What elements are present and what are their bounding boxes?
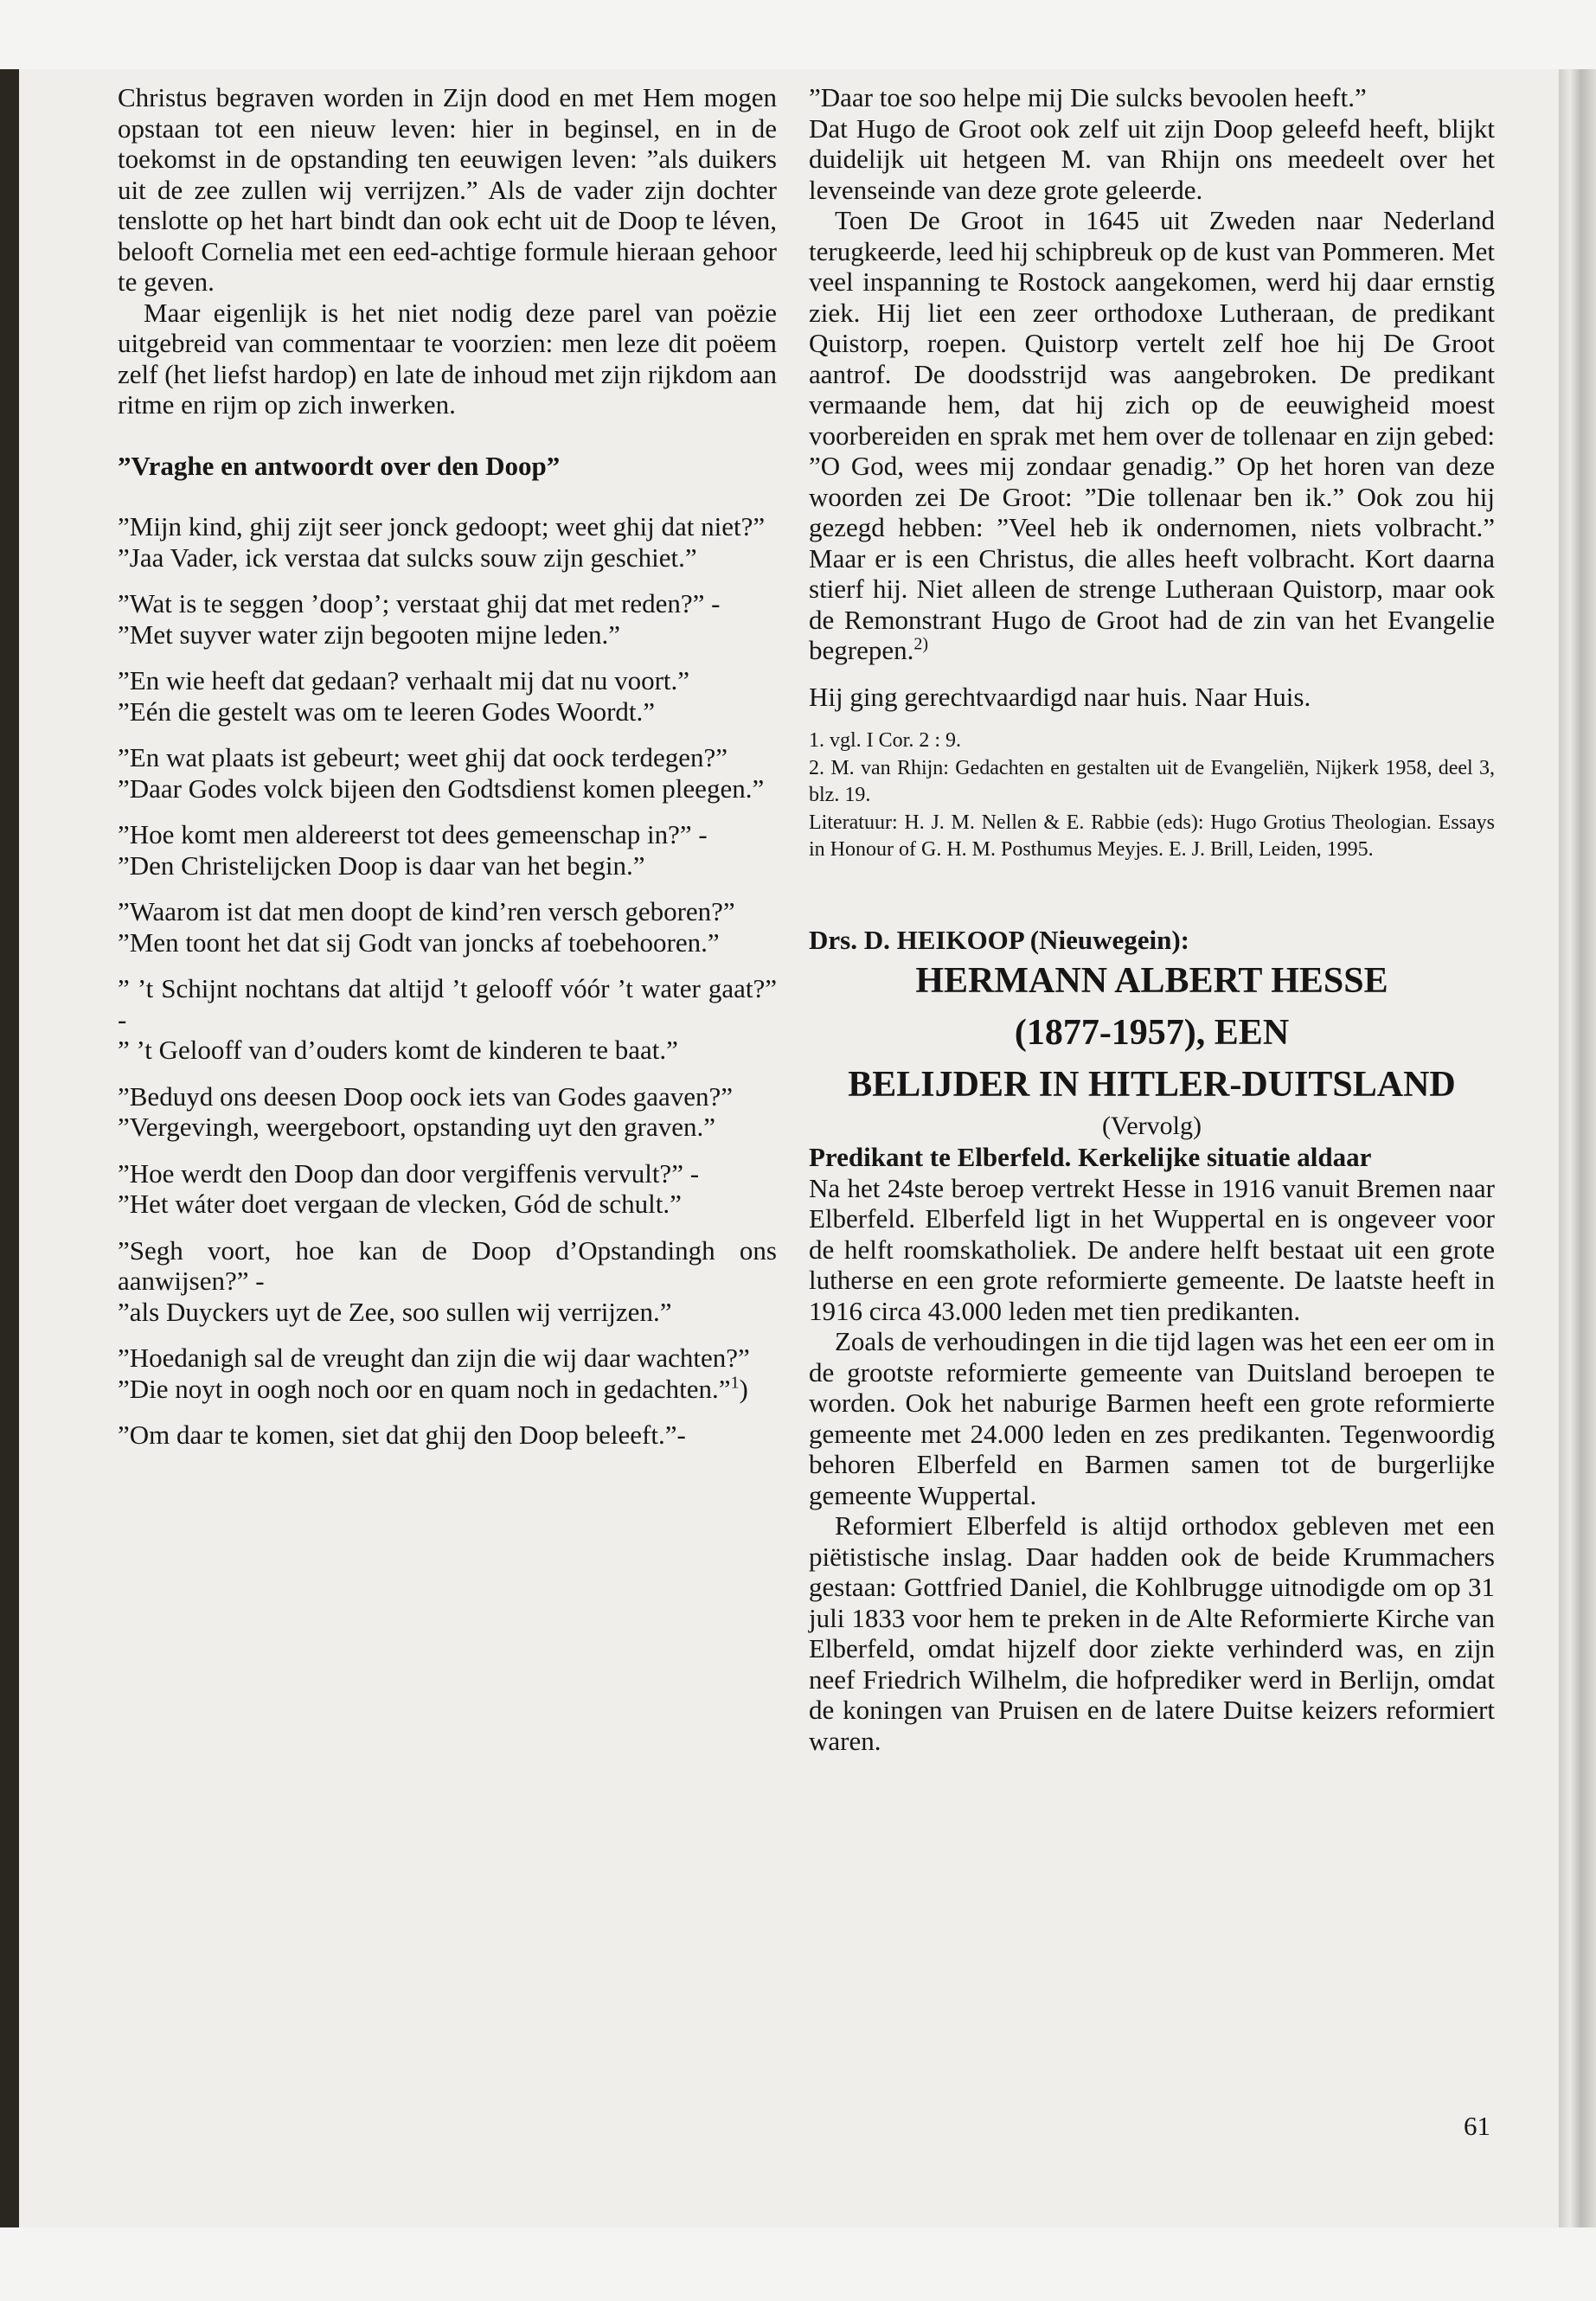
footnote: 2. M. van Rhijn: Gedachten en gestalten uit de Evangeliën, Nijkerk 1958, deel 3, blz. 19. (809, 756, 1495, 806)
footnote: Literatuur: H. J. M. Nellen & E. Rabbie (eds): Hugo Grotius Theologian. Essays in Honour of G. H. M. Posthumus Meyjes. E. J. Brill, Leiden, 1995. (809, 811, 1495, 861)
body-paragraph (809, 205, 1495, 666)
section-heading: Predikant te Elberfeld. Kerkelijke situatie aldaar (809, 1142, 1372, 1172)
body-paragraph: Na het 24ste beroep vertrekt Hesse in 1916 vanuit Bremen naar Elberfeld. Elberfeld ligt in het Wuppertal en is ongeveer voor de helft roomskatholiek. De andere helft bestaat uit een grote lutherse en een grote reformierte gemeente. De laatste heeft in 1916 circa 43.000 leden met tien predikanten. (809, 1172, 1495, 1326)
page-edge (1559, 69, 1596, 2227)
intro-paragraph: Maar eigenlijk is het niet nodig deze parel van poëzie uitgebreid van commentaar te voorzien: men leze dit poëem zelf (het liefst hardop) en late de inhoud met zijn rijkdom aan ritme en rijm op zich inwerken. (118, 297, 777, 420)
poem-line: ”als Duyckers uyt de Zee, soo sullen wij verrijzen.” (118, 1296, 672, 1327)
body-paragraph: Dat Hugo de Groot ook zelf uit zijn Doop geleefd heeft, blijkt duidelijk uit hetgeen M. van Rhijn ons meedeelt over het levenseinde van deze grote geleerde. (809, 112, 1495, 205)
poem-line: ”Waarom ist dat men doopt de kind’ren versch geboren?” (118, 896, 735, 926)
closing-line: Hij ging gerechtvaardigd naar huis. Naar Huis. (809, 681, 1311, 712)
right-column (809, 82, 1495, 1756)
poem-line: ”Eén die gestelt was om te leeren Godes Woordt.” (118, 695, 656, 727)
poem-stanza (118, 819, 777, 881)
poem-line: ”En wie heeft dat gedaan? verhaalt mij dat nu voort.” (118, 665, 690, 695)
poem-line: ”Die noyt in oogh noch oor en quam noch in gedachten.”$^1$) (118, 1373, 748, 1404)
intro-paragraph: Christus begraven worden in Zijn dood en met Hem mogen opstaan tot een nieuw leven: hier in beginsel, en in de toekomst in de opstanding ten eeuwigen leven: ”als duikers uit de zee zullen wij verrijzen.” Als de vader zijn dochter tenslotte op het hart bindt dan ook echt uit de Doop te léven, belooft Cornelia met een eed-achtige formule hieraan gehoor te geven. (118, 82, 777, 297)
poem-stanza (118, 665, 777, 727)
poem-stanza (118, 588, 777, 650)
page-number: 61 (1464, 2111, 1490, 2141)
article-title-line: HERMANN ALBERT HESSE (915, 961, 1388, 1001)
poem-line: ”Het wáter doet vergaan de vlecken, Gód de schult.” (118, 1189, 682, 1219)
poem-stanza (118, 973, 777, 1066)
article-title-line: BELIJDER IN HITLER-DUITSLAND (848, 1065, 1456, 1105)
poem-line-text: ”Die noyt in oogh noch oor en quam noch in gedachten.” (118, 1373, 731, 1404)
poem-line: ”Hoe werdt den Doop dan door vergiffenis vervult?” - (118, 1157, 700, 1189)
poem-line: ”Men toont het dat sij Godt van joncks af toebehooren.” (118, 926, 720, 958)
poem-stanza (118, 896, 777, 958)
poem-line: ”Jaa Vader, ick verstaa dat sulcks souw zijn geschiet.” (118, 542, 697, 573)
left-column (118, 82, 777, 1451)
poem-line: ”Daar toe soo helpe mij Die sulcks bevoolen heeft.” (809, 82, 1367, 112)
body-paragraph: Reformiert Elberfeld is altijd orthodox gebleven met een piëtistische inslag. Daar hadden ook de beide Krummachers gestaan: Gottfried Daniel, die Kohlbrugge uitnodigde om op 31 juli 1833 voor hem te preken in de Alte Reformierte Kirche van Elberfeld, omdat hijzelf door ziekte verhinderd was, en zijn neef Friedrich Wilhelm, die hofprediker werd in Berlijn, omdat de koningen van Pruisen en de latere Duitse keizers reformiert waren. (809, 1510, 1495, 1756)
body-paragraph: Zoals de verhoudingen in die tijd lagen was het een eer om in de grootste reformierte gemeente van Duitsland beroepen te worden. Ook het naburige Barmen heeft een grote reformierte gemeente met 24.000 leden en zes predikanten. Tegenwoordig behoren Elberfeld en Barmen samen tot de burgerlijke gemeente Wuppertal. (809, 1326, 1495, 1510)
poem-line: ”En wat plaats ist gebeurt; weet ghij dat oock terdegen?” (118, 742, 727, 772)
footnotes (809, 727, 1495, 864)
article-author: Drs. D. HEIKOOP (Nieuwegein): (809, 924, 1189, 955)
body-paragraph-text: Toen De Groot in 1645 uit Zweden naar Nederland terugkeerde, leed hij schipbreuk op de kust van Pommeren. Met veel inspanning te Rostock aangekomen, werd hij daar ernstig ziek. Hij liet een zeer orthodoxe Lutheraan, de predikant Quistorp, roepen. Quistorp vertelt zelf hoe hij De Groot aantrof. De doodsstrijd was aangebroken. De predikant vermaande hem, dat hij zich op de eeuwigheid moest voorbereiden en sprak met hem over de tollenaar en zijn gebed: ”O God, wees mij zondaar genadig.” Op het horen van deze woorden zei De Groot: ”Die tollenaar ben ik.” Ook zou hij gezegd hebben: ”Veel heb ik ondernomen, niets volbracht.” Maar er is een Christus, die alles heeft volbracht. Kort daarna stierf hij. Niet alleen de strenge Lutheraan Quistorp, maar ook de Remonstrant Hugo de Groot had de zin van het Evangelie begrepen. (809, 205, 1495, 665)
poem-title: ”Vraghe en antwoordt over den Doop” (118, 450, 561, 481)
book-spine (0, 69, 19, 2227)
footnote: 1. vgl. I Cor. 2 : 9. (809, 729, 962, 752)
poem-line: ”Mijn kind, ghij zijt seer jonck gedoopt; weet ghij dat niet?” (118, 511, 766, 542)
poem-line: ”Met suyver water zijn begooten mijne leden.” (118, 619, 621, 650)
poem-line: ”Vergevingh, weergeboort, opstanding uyt den graven.” (118, 1112, 715, 1142)
poem-line: ”Hoe komt men aldereerst tot dees gemeenschap in?” - (118, 819, 708, 849)
poem-line: ”Segh voort, hoe kan de Doop d’Opstandingh ons aanwijsen?” - (118, 1234, 777, 1296)
poem-stanza (118, 742, 777, 804)
footnote-ref-1: 1 (730, 1373, 740, 1393)
poem-stanza (118, 1081, 777, 1143)
poem-line: ”Om daar te komen, siet dat ghij den Doop beleeft.”- (118, 1420, 686, 1450)
poem-line: ” ’t Schijnt nochtans dat altijd ’t gelooff vóór ’t water gaat?” - (118, 973, 777, 1035)
poem-line: ”Beduyd ons deesen Doop oock iets van Godes gaaven?” (118, 1080, 734, 1112)
poem-stanza (118, 1343, 777, 1404)
poem-line: ”Hoedanigh sal de vreught dan zijn die wij daar wachten?” (118, 1343, 750, 1373)
poem-line: ”Wat is te seggen ’doop’; verstaat ghij dat met reden?” - (118, 588, 721, 619)
poem-line: ”Daar Godes volck bijeen den Godtsdienst komen pleegen.” (118, 772, 765, 804)
article-title-line: (1877-1957), EEN (1014, 1013, 1290, 1053)
scan-top-border (0, 0, 1596, 69)
poem-stanza (118, 511, 777, 573)
poem-line: ” ’t Gelooff van d’ouders komt de kinderen te baat.” (118, 1035, 678, 1065)
poem-line: ”Den Christelijcken Doop is daar van het begin.” (118, 849, 645, 881)
poem-stanza (118, 1158, 777, 1220)
continued-label: (Vervolg) (1102, 1112, 1202, 1140)
scan-bottom-border (0, 2227, 1596, 2301)
footnote-ref-2: 2) (913, 634, 929, 654)
poem-stanza (118, 1235, 777, 1328)
